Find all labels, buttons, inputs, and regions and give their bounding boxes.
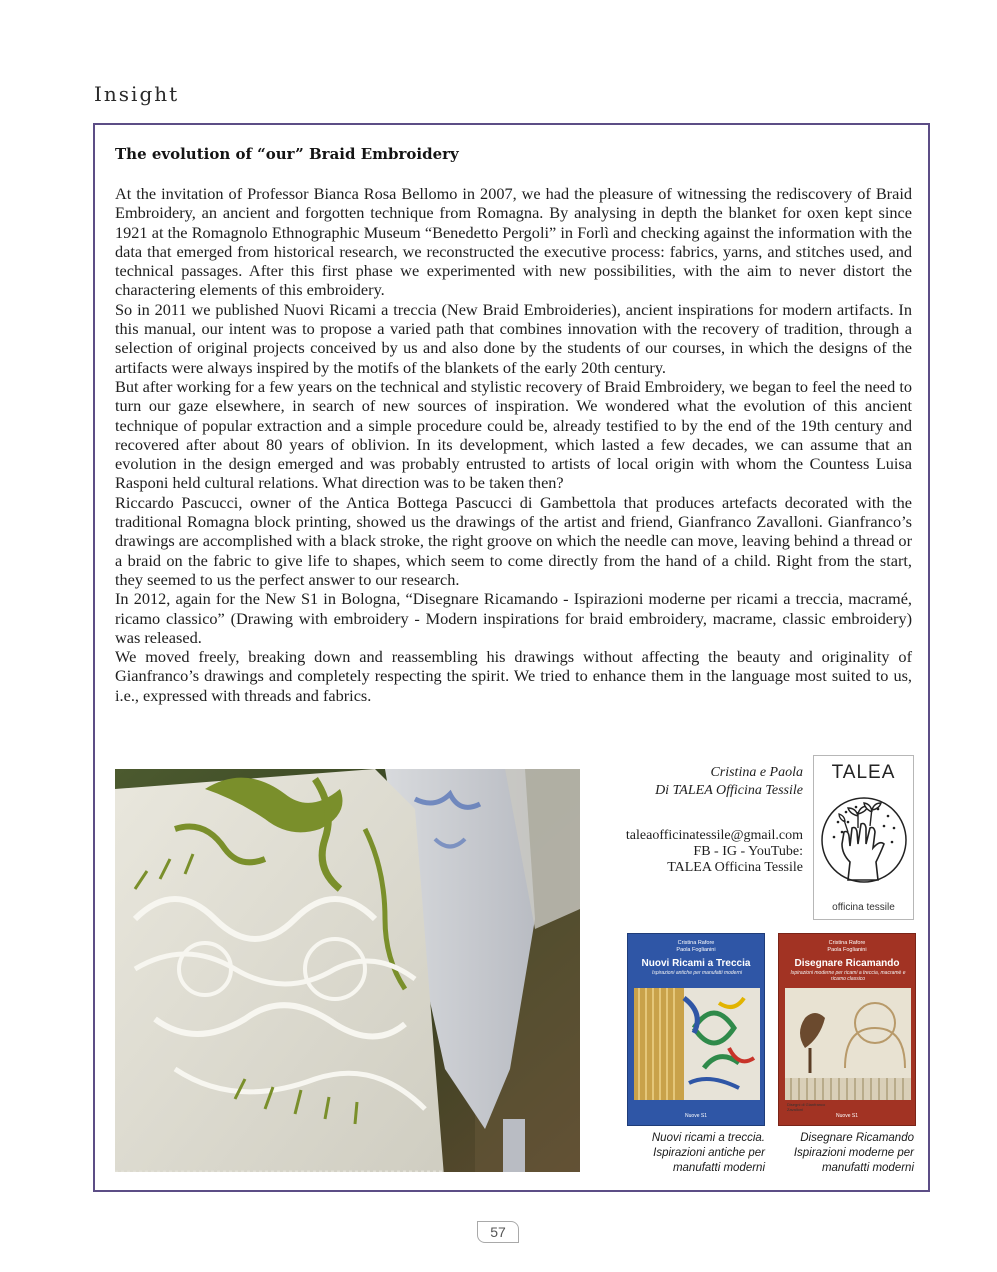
book-2-note: Disegni di Gianfranco Zavalloni (787, 1102, 826, 1112)
page-number: 57 (477, 1221, 519, 1243)
talea-logo (813, 755, 914, 920)
paragraph-6: We moved freely, breaking down and reassembling his drawings without affecting the beauty and originality of Gianfranco’s drawings and completely respecting the spirit. We tried to enhance them in the language most suited to us, i.e., expressed with threads and fabrics. (115, 647, 912, 705)
book-1-title: Nuovi Ricami a Treccia (641, 958, 751, 969)
book-1-art (634, 988, 760, 1100)
contacts-block (590, 828, 803, 876)
contact-handle: TALEA Officina Tessile (667, 860, 803, 875)
book-2-art (785, 988, 911, 1100)
logo-subtitle: officina tessile (832, 902, 895, 913)
book-1-publisher: Nuove S1 (685, 1113, 707, 1119)
article-title: The evolution of “our” Braid Embroidery (115, 145, 459, 163)
paragraph-3: But after working for a few years on the technical and stylistic recovery of Braid Embroidery, we began to feel the need to turn our gaze elsewhere, in search of new sources of inspiration. We wondered what the evolution of this ancient technique of popular extraction and a simple procedure could be, already testified to by the end of the 19th century and recovered after about 80 years of oblivion. In its development, which lasted a few decades, we can assume that an evolution in the design emerged and was probably entrusted to artists of local origin with whom the Countess Luisa Rasponi held cultural relations. What direction was to be taken then? (115, 376, 912, 493)
book-1-subtitle: Ispirazioni antiche per manufatti moderni (651, 970, 743, 976)
paragraph-5: In 2012, again for the New S1 in Bologna, “Disegnare Ricamando - Ispirazioni moderne per ricami a treccia, macramé, ricamo classico” (Drawing with embroidery - Modern inspirations for braid embroidery, macrame, classic embroidery) was released. (115, 589, 912, 647)
book-1-caption: Nuovi ricami a treccia. Ispirazioni antiche per manufatti moderni (651, 1132, 765, 1174)
photo-illustration (115, 769, 580, 1172)
book-2-authors: Cristina Rafore Paola Foglianini (827, 940, 867, 953)
embroidered-cloth-photo (115, 769, 580, 1172)
section-label: Insight (94, 82, 180, 106)
book-2-subtitle: Ispirazioni moderne per ricami a treccia, macramè e ricamo classico (790, 970, 906, 982)
book-cover-nuovi-ricami (627, 933, 765, 1126)
authors-line-1: Cristina e Paola (710, 765, 803, 780)
contact-social: FB - IG - YouTube: (693, 844, 803, 859)
paragraph-4: Riccardo Pascucci, owner of the Antica Bottega Pascucci di Gambettola that produces artefacts decorated with the traditional Romagna block printing, showed us the drawings of the artist and friend, Gianfranco Zavalloni. Gianfranco’s drawings are accomplished with a black stroke, the right groove on which the needle can move, leaving behind a thread or a braid on the fabric to give life to shapes, which seem to come directly from the hand of a child. Right from the start, they seemed to us the perfect answer to our research. (115, 492, 912, 589)
article-body (115, 184, 912, 705)
book-1-authors: Cristina Rafore Paola Foglianini (676, 940, 716, 953)
paragraph-2: So in 2011 we published Nuovi Ricami a treccia (New Braid Embroideries), ancient inspirations for modern artifacts. In this manual, our intent was to propose a varied path that combines innovation with the recovery of tradition, through a selection of original projects conceived by us and also done by the students of our courses, in which the designs of the artifacts were always inspired by the motifs of the blankets of the early 20th century. (115, 299, 912, 377)
contact-email[interactable]: taleaofficinatessile@gmail.com (625, 828, 803, 843)
logo-title: TALEA (831, 762, 896, 783)
book-cover-disegnare-ricamando (778, 933, 916, 1126)
paragraph-1: At the invitation of Professor Bianca Rosa Bellomo in 2007, we had the pleasure of witnessing the rediscovery of Braid Embroidery, an ancient and forgotten technique from Romagna. By analysing in depth the blanket for oxen kept since 1921 at the Romagnolo Ethnographic Museum “Benedetto Pergoli” in Forlì and checking against the information with the data that emerged from historical research, we reconstructed the executive process: fabrics, yarns, and stitches used, and technical passages. After this first phase we experimented with new possibilities, with the aim to never distort the charactering elements of this embroidery. (115, 184, 912, 300)
book-2-caption: Disegnare Ricamando Ispirazioni moderne per manufatti moderni (793, 1132, 914, 1174)
hand-plant-icon (818, 792, 910, 898)
authors-line-2: Di TALEA Officina Tessile (655, 783, 803, 798)
book-2-publisher: Nuove S1 (836, 1113, 858, 1119)
book-2-title: Disegnare Ricamando (794, 958, 900, 969)
authors-block (590, 764, 803, 800)
